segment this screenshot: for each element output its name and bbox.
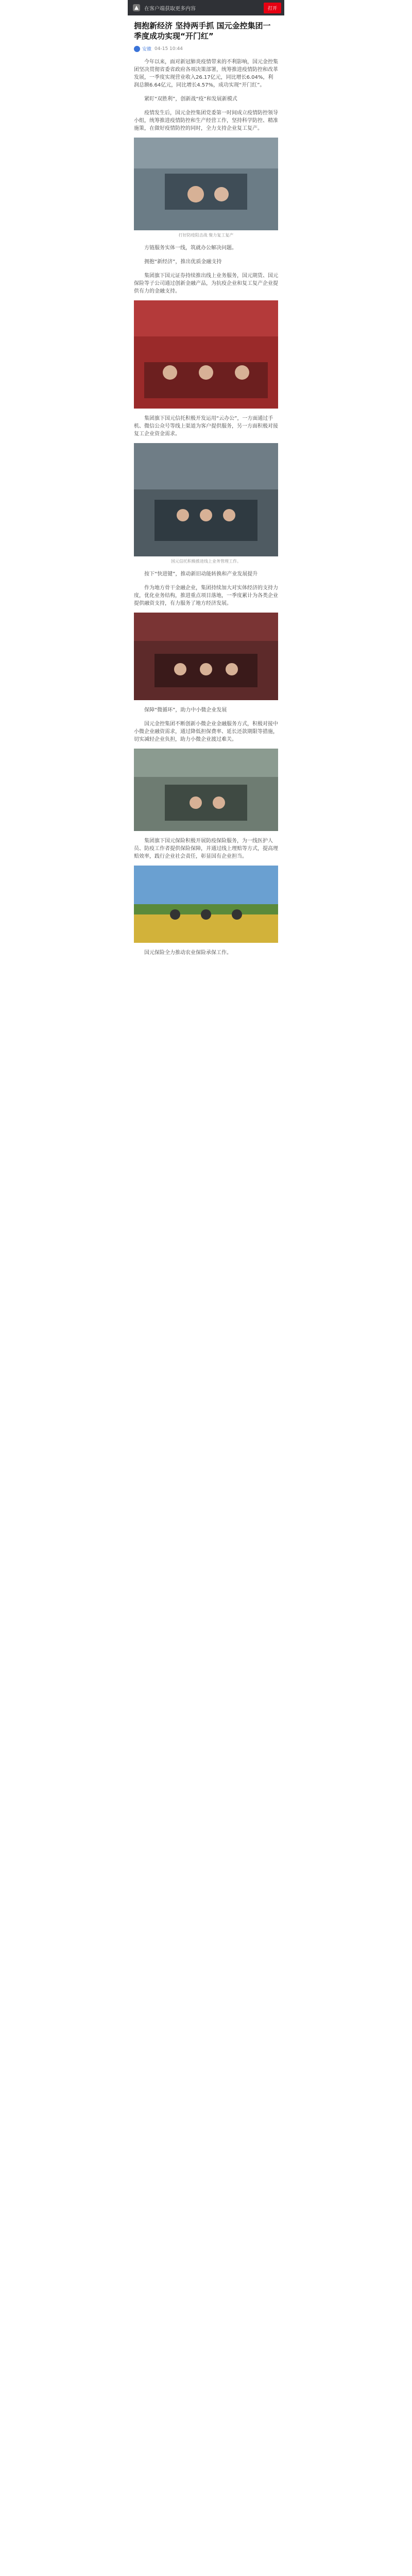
article-image	[134, 866, 278, 943]
paragraph: 紧盯“双胜利”，创新战“疫”和发展新模式	[144, 96, 237, 102]
open-app-button[interactable]: 打开	[264, 3, 281, 13]
app-logo-icon	[133, 4, 140, 11]
paragraph: 作为地方骨干金融企业，集团持续加大对实体经济的支持力度，优化业务结构，推进重点项目落地，一季度累计为各类企业提供融资支持，有力服务了地方经济发展。	[134, 585, 278, 606]
paragraph: 今年以来，面对新冠肺炎疫情带来的不利影响，国元金控集团坚决贯彻省委省政府各项决策部署，统筹推进疫情防控和改革发展，一季度实现营业收入26.17亿元，同比增长6.04%，利润总额6.64亿元，同比增长4.57%，成功实现“开门红”。	[134, 59, 278, 88]
paragraph: 集团旗下国元信托积极开发运用“云办公”，一方面通过手机、微信公众号等线上渠道为客户提供服务，另一方面积极对接复工企业资金需求。	[134, 416, 278, 437]
article-meta	[134, 45, 278, 52]
article-image	[134, 443, 278, 556]
paragraph: 按下“快进键”，推动新旧动能转换和产业发展提升	[144, 571, 258, 577]
article-title: 拥抱新经济 坚持两手抓 国元金控集团一季度成功实现“开门红”	[134, 21, 271, 41]
app-banner[interactable]	[128, 0, 284, 15]
paragraph: 方链服务实体一线，筑就办公解决问题。	[144, 245, 237, 251]
paragraph: 国元金控集团不断创新小微企业金融服务方式，积极对接中小微企业融资需求，通过降低担保费率、延长还款期限等措施，切实减轻企业负担，助力小微企业渡过难关。	[134, 721, 278, 742]
article-content	[134, 21, 278, 957]
article-image	[134, 300, 278, 409]
article-time: 04-15 10:44	[154, 46, 183, 52]
banner-text: 在客户端获取更多内容	[144, 6, 196, 12]
source-avatar-icon	[134, 46, 140, 52]
paragraph: 集团旗下国元保险积极开展防疫保险服务，为一线医护人员、防疫工作者提供保险保障，并通过线上理赔等方式，提高理赔效率，践行企业社会责任，彰显国有企业担当。	[134, 838, 278, 859]
image-caption: 国元信托积极推进线上业务管理工作。	[171, 559, 241, 564]
paragraph: 国元保险全力推动农业保险承保工作。	[144, 950, 232, 956]
article-image	[134, 138, 278, 230]
article-image	[134, 749, 278, 831]
paragraph: 集团旗下国元证券持续推出线上业务服务，国元期货、国元保险等子公司通过创新金融产品，为抗疫企业和复工复产企业提供有力的金融支持。	[134, 273, 278, 294]
article-source[interactable]: 安徽	[142, 47, 152, 52]
paragraph: 保障“微循环”，助力中小微企业发展	[144, 707, 227, 713]
paragraph: 疫情发生后，国元金控集团党委第一时间成立疫情防控领导小组，统筹推进疫情防控和生产经营工作，坚持科学防控、精准施策，在做好疫情防控的同时，全力支持企业复工复产。	[134, 110, 278, 131]
image-caption: 打好防疫阻击战 聚力复工复产	[178, 233, 234, 238]
article-image	[134, 613, 278, 700]
paragraph: 拥抱“新经济”，推出优质金融支持	[144, 259, 222, 265]
